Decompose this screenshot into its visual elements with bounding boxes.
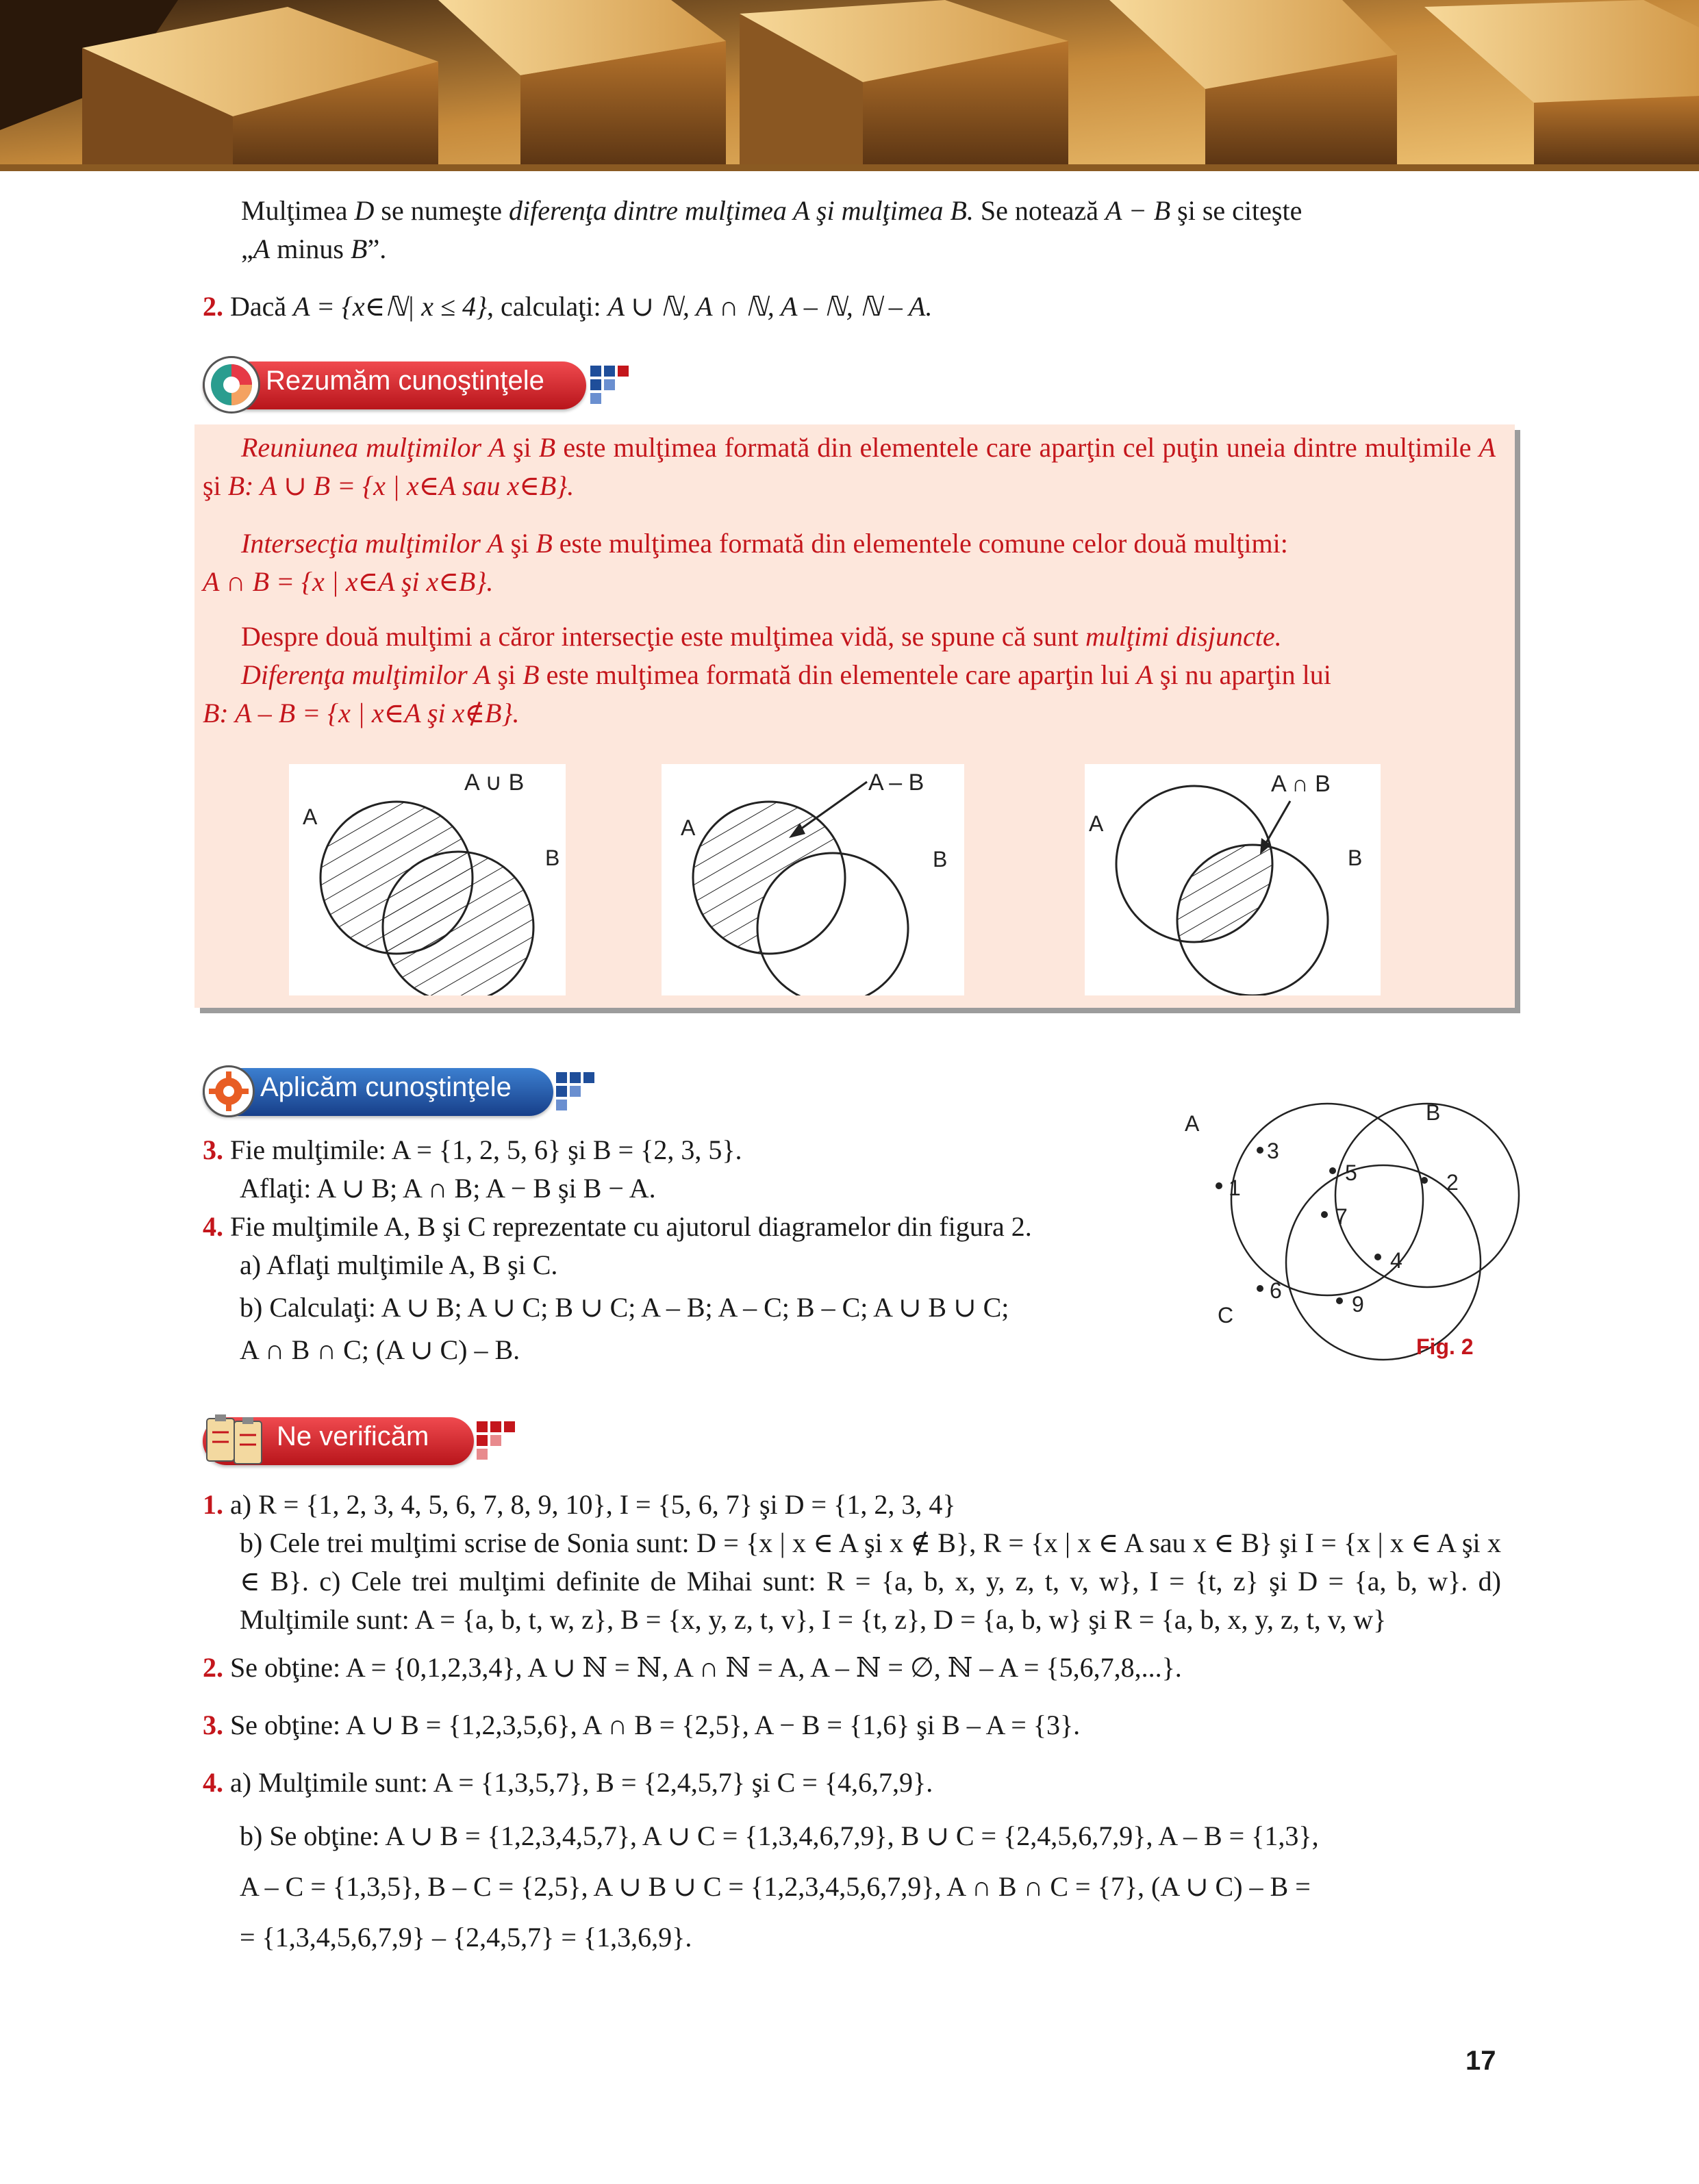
section-header-check [203, 1412, 531, 1469]
answer-number: 4. [203, 1767, 223, 1798]
answer-2: Se obţine: A = {0,1,2,3,4}, A ∪ ℕ = ℕ, A ∩ ℕ = A, A – ℕ = ∅, ℕ – A = {5,6,7,8,...}. [230, 1652, 1182, 1683]
exercise-4-task-b: b) Calculaţi: A ∪ B; A ∪ C; B ∪ C; A – B; A – C; B – C; A ∪ B ∪ C; [240, 1292, 1009, 1323]
set-b-label: B [1348, 846, 1363, 870]
point-label: 1 [1229, 1176, 1241, 1200]
answer-number: 2. [203, 1652, 223, 1683]
text: Despre două mulţimi a căror intersecţie este mulţimea vidă, se spune că sunt [241, 621, 1085, 652]
exercise-3-statement: Fie mulţimile: A = {1, 2, 5, 6} şi B = {2, 3, 5}. [230, 1134, 742, 1165]
text: B [523, 659, 540, 690]
point-label: 2 [1446, 1170, 1459, 1195]
set-a-label: A [1089, 811, 1104, 836]
venn-intersection-diagram [1085, 764, 1381, 995]
term: Reuniunea mulţimilor A [241, 432, 505, 463]
text: A [1136, 659, 1153, 690]
three-set-venn-graphic [1164, 1095, 1520, 1369]
text: Mulţimea [241, 195, 355, 226]
text: „ [241, 233, 253, 264]
exercise-4-task-a: a) Aflaţi mulţimile A, B şi C. [240, 1249, 558, 1280]
point-label: 5 [1345, 1160, 1357, 1185]
point-dot [1336, 1297, 1343, 1304]
term: Intersecţia mulţimilor A [241, 528, 504, 559]
exercise-number: 4. [203, 1211, 223, 1242]
exercise-2 [203, 288, 1501, 326]
answer-4b-line2: A – C = {1,3,5}, B – C = {2,5}, A ∪ B ∪ C = {1,2,3,4,5,6,7,9}, A ∩ B ∩ C = {7}, (A ∪ C) – B = [240, 1871, 1311, 1902]
page-number: 17 [1465, 2046, 1496, 2076]
text: , calculaţi: [486, 291, 608, 322]
text: B [538, 432, 556, 463]
point-dot [1374, 1254, 1381, 1260]
union-formula: ∪ B = {x | x∈A sau x∈B}. [284, 470, 575, 501]
answers [203, 1486, 1501, 1957]
text: şi [490, 659, 523, 690]
venn-intersection-graphic [1085, 764, 1381, 995]
answer-4a: a) Mulţimile sunt: A = {1,3,5,7}, B = {2,4,5,7} şi C = {4,6,7,9}. [230, 1767, 933, 1798]
set-a-label: A [1185, 1111, 1200, 1136]
point-label: 4 [1390, 1248, 1402, 1273]
text: B [536, 528, 553, 559]
text: şi [203, 470, 228, 501]
section-header-apply [203, 1063, 614, 1120]
set-a-label: A [681, 815, 696, 840]
term: mulţimi disjuncte. [1085, 621, 1282, 652]
point-dot [1329, 1167, 1336, 1174]
text: A [1478, 432, 1496, 463]
text: ”. [367, 233, 387, 264]
apply-exercises [203, 1131, 1175, 1369]
text: A [253, 233, 270, 264]
text: Dacă [223, 291, 294, 322]
section-title: Ne verificăm [277, 1421, 429, 1451]
venn-union-graphic [289, 764, 566, 995]
difference-definition [203, 192, 1501, 268]
cycle-icon [203, 356, 260, 414]
text: B: A [227, 470, 277, 501]
point-label: 9 [1352, 1292, 1364, 1317]
term: Diferenţa mulţimilor A [241, 659, 491, 690]
answer-3: Se obţine: A ∪ B = {1,2,3,5,6}, A ∩ B = {2,5}, A − B = {1,6} şi B – A = {3}. [230, 1710, 1081, 1740]
term: diferenţa dintre mulţimea A şi mulţimea B. [509, 195, 974, 226]
venn-label: A – B [868, 770, 924, 796]
answer-1a: a) R = {1, 2, 3, 4, 5, 6, 7, 8, 9, 10}, I = {5, 6, 7} şi D = {1, 2, 3, 4} [230, 1489, 956, 1520]
banner-cubes-graphic [0, 0, 1699, 171]
text: şi [503, 528, 536, 559]
text: se numeşte [374, 195, 509, 226]
exercise-4-task-b-cont: A ∩ B ∩ C; (A ∪ C) – B. [240, 1334, 520, 1365]
text: este mulţimea formată din elementele care aparţin cel puţin uneia dintre mulţimile [555, 432, 1479, 463]
gear-icon [203, 1065, 255, 1117]
text: Se notează [973, 195, 1106, 226]
venn-difference-diagram [662, 764, 964, 995]
venn-union-diagram [289, 764, 566, 995]
section-title: Rezumăm cunoştinţele [266, 366, 544, 396]
exercise-number: 2. [203, 291, 223, 322]
answer-4b-line1: b) Se obţine: A ∪ B = {1,2,3,4,5,7}, A ∪ C = {1,3,4,6,7,9}, B ∪ C = {2,4,5,6,7,9}, A – B = {1,3}, [240, 1820, 1319, 1851]
text: este mulţimea formată din elementele care aparţin lui [539, 659, 1137, 690]
point-dot [1257, 1147, 1263, 1154]
text: B [351, 233, 368, 264]
summary-box [194, 424, 1515, 1008]
set-b-label: B [933, 847, 948, 872]
summary-text [203, 429, 1496, 733]
answer-4b-line3: = {1,3,4,5,6,7,9} – {2,4,5,7} = {1,3,6,9}. [240, 1922, 692, 1953]
set-b-label: B [545, 846, 560, 870]
exercise-4-statement: Fie mulţimile A, B şi C reprezentate cu ajutorul diagramelor din figura 2. [230, 1211, 1032, 1242]
point-label: 7 [1335, 1204, 1348, 1229]
header-banner-image [0, 0, 1699, 171]
text: şi [505, 432, 539, 463]
text: este mulţimea formată din elementele comune celor două mulţimi: [552, 528, 1288, 559]
point-label: 3 [1267, 1139, 1279, 1163]
figure-2-venn [1164, 1095, 1520, 1369]
venn-difference-graphic [662, 764, 964, 995]
clipboard-icon [203, 1412, 268, 1469]
answer-1bcd: b) Cele trei mulţimi scrise de Sonia sunt: D = {x | x ∈ A şi x ∉ B}, R = {x | x ∈ A sau x ∈ B} şi I = {x | x ∈ A şi x ∈ B}. c) Cele trei mulţimi definite de Mihai sunt: R = {a, b, x, y, z, t, v, w}, I = {t, z} şi D = {a, b, w}. d) Mulţimile sunt: A = {a, b, t, w, z}, B = {x, y, z, t, v}, I = {t, z}, D = {a, b, w} şi R = {a, b, x, y, z, t, v, w} [240, 1527, 1501, 1635]
answer-number: 3. [203, 1710, 223, 1740]
point-dot [1257, 1285, 1263, 1292]
intersection-formula: A ∩ B = {x | x∈A şi x∈B}. [203, 566, 494, 597]
point-dot [1321, 1211, 1328, 1218]
operations: A ∪ ℕ, A ∩ ℕ, A – ℕ, ℕ – A. [607, 291, 933, 322]
set-b-label: B [1426, 1100, 1441, 1125]
set-notation: = {x∈ℕ| x ≤ 4} [309, 291, 487, 322]
answer-number: 1. [203, 1489, 223, 1520]
point-label: 6 [1270, 1278, 1282, 1303]
exercise-number: 3. [203, 1134, 223, 1165]
venn-label: A ∩ B [1271, 771, 1331, 797]
banner-bottom-strip [0, 164, 1699, 171]
set-a-label: A [303, 804, 318, 829]
figure-caption: Fig. 2 [1416, 1334, 1474, 1359]
text: minus [270, 233, 351, 264]
exercise-3-task: Aflaţi: A ∪ B; A ∩ B; A − B şi B − A. [240, 1173, 656, 1204]
notation: A − B [1105, 195, 1171, 226]
text: D [354, 195, 375, 226]
set-c-label: C [1218, 1303, 1234, 1328]
point-dot [1421, 1177, 1428, 1184]
difference-formula: B: A – B = {x | x∈A şi x∉B}. [203, 698, 520, 728]
point-dot [1216, 1182, 1222, 1189]
text: A [293, 291, 310, 322]
section-header-summary [203, 356, 641, 414]
venn-label: A ∪ B [464, 770, 525, 796]
section-title: Aplicăm cunoştinţele [260, 1072, 512, 1102]
text: şi se citeşte [1170, 195, 1302, 226]
text: şi nu aparţin lui [1153, 659, 1331, 690]
